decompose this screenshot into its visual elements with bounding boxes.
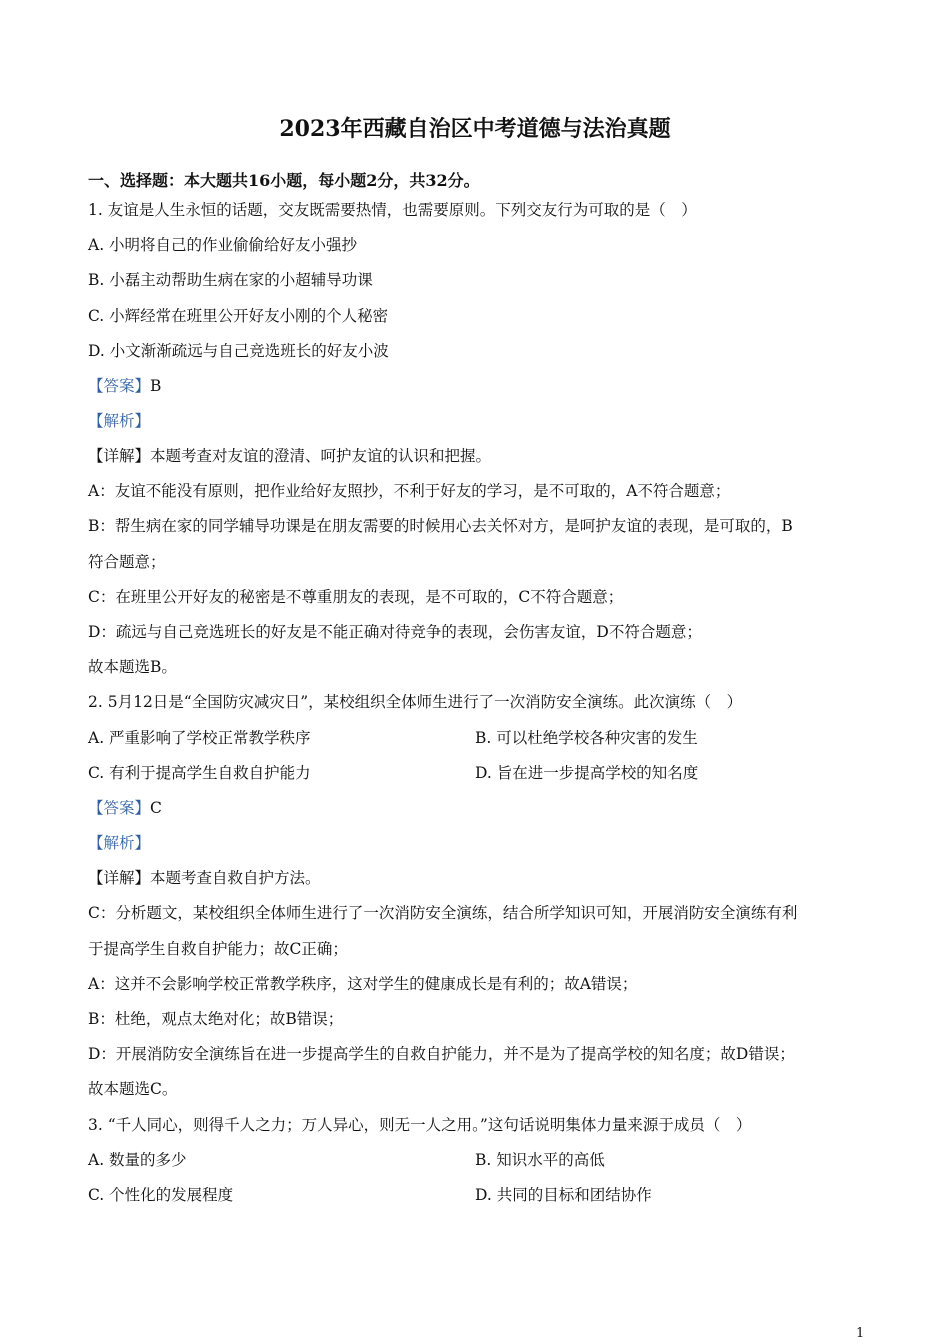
question-3-stem: 3. “千人同心，则得千人之力；万人异心，则无一人之用。”这句话说明集体力量来源于成员（ ） bbox=[88, 1116, 752, 1134]
page-number: 1 bbox=[856, 1326, 865, 1341]
question-1-analysis-tag: 【解析】 bbox=[88, 412, 151, 430]
detail-text: 本题考查对友谊的澄清、呵护友谊的认识和把握。 bbox=[150, 447, 492, 465]
answer-tag: 【答案】 bbox=[88, 377, 151, 395]
question-3-option-c: C. 个性化的发展程度 bbox=[88, 1186, 234, 1204]
question-1-detail bbox=[88, 445, 491, 467]
question-1-option-b: B. 小磊主动帮助生病在家的小超辅导功课 bbox=[88, 271, 373, 289]
question-2-option-b: B. 可以杜绝学校各种灾害的发生 bbox=[475, 729, 698, 747]
question-2-explain-c: C：分析题文，某校组织全体师生进行了一次消防安全演练，结合所学知识可知，开展消防安全演练有利 bbox=[88, 904, 798, 922]
document-title: 2023年西藏自治区中考道德与法治真题 bbox=[279, 116, 671, 142]
section-heading: 一、选择题：本大题共16小题，每小题2分，共32分。 bbox=[88, 171, 480, 190]
question-1-explain-c: C：在班里公开好友的秘密是不尊重朋友的表现，是不可取的，C不符合题意； bbox=[88, 588, 624, 606]
answer-tag: 【答案】 bbox=[88, 799, 151, 817]
detail-tag: 【详解】 bbox=[88, 869, 151, 887]
question-1-explain-d: D：疏远与自己竞选班长的好友是不能正确对待竞争的表现，会伤害友谊，D不符合题意； bbox=[88, 623, 702, 641]
answer-value: B bbox=[150, 377, 162, 395]
question-2-answer bbox=[88, 797, 162, 819]
detail-tag: 【详解】 bbox=[88, 447, 151, 465]
answer-value: C bbox=[150, 799, 162, 817]
question-1-option-c: C. 小辉经常在班里公开好友小刚的个人秘密 bbox=[88, 307, 389, 325]
question-1-stem: 1. 友谊是人生永恒的话题，交友既需要热情，也需要原则。下列交友行为可取的是（ ） bbox=[88, 201, 697, 219]
question-2-option-d: D. 旨在进一步提高学校的知名度 bbox=[475, 764, 699, 782]
question-1-conclusion: 故本题选B。 bbox=[88, 658, 177, 676]
question-2-explain-d: D：开展消防安全演练旨在进一步提高学生的自救自护能力，并不是为了提高学校的知名度；故D错误； bbox=[88, 1045, 795, 1063]
question-2-explain-a: A：这并不会影响学校正常教学秩序，这对学生的健康成长是有利的；故A错误； bbox=[88, 975, 638, 993]
question-2-stem: 2. 5月12日是“全国防灾减灾日”，某校组织全体师生进行了一次消防安全演练。此次演练（ ） bbox=[88, 693, 743, 711]
detail-text: 本题考查自救自护方法。 bbox=[150, 869, 321, 887]
question-1-explain-a: A：友谊不能没有原则，把作业给好友照抄，不利于好友的学习，是不可取的，A不符合题意； bbox=[88, 482, 731, 500]
question-3-option-d: D. 共同的目标和团结协作 bbox=[475, 1186, 652, 1204]
question-3-option-a: A. 数量的多少 bbox=[88, 1151, 187, 1169]
question-1-option-d: D. 小文渐渐疏远与自己竞选班长的好友小波 bbox=[88, 342, 389, 360]
question-2-option-c: C. 有利于提高学生自救自护能力 bbox=[88, 764, 311, 782]
question-2-detail bbox=[88, 867, 321, 889]
question-2-option-a: A. 严重影响了学校正常教学秩序 bbox=[88, 729, 311, 747]
question-1-explain-b-cont: 符合题意； bbox=[88, 553, 166, 571]
question-1-explain-b: B：帮生病在家的同学辅导功课是在朋友需要的时候用心去关怀对方，是呵护友谊的表现，是可取的，B bbox=[88, 517, 793, 535]
question-2-explain-c-cont: 于提高学生自救自护能力；故C正确； bbox=[88, 940, 348, 958]
question-1-answer bbox=[88, 375, 161, 397]
question-2-analysis-tag: 【解析】 bbox=[88, 834, 151, 852]
question-1-option-a: A. 小明将自己的作业偷偷给好友小强抄 bbox=[88, 236, 358, 254]
question-2-explain-b: B：杜绝，观点太绝对化；故B错误； bbox=[88, 1010, 344, 1028]
question-2-conclusion: 故本题选C。 bbox=[88, 1080, 178, 1098]
question-3-option-b: B. 知识水平的高低 bbox=[475, 1151, 605, 1169]
